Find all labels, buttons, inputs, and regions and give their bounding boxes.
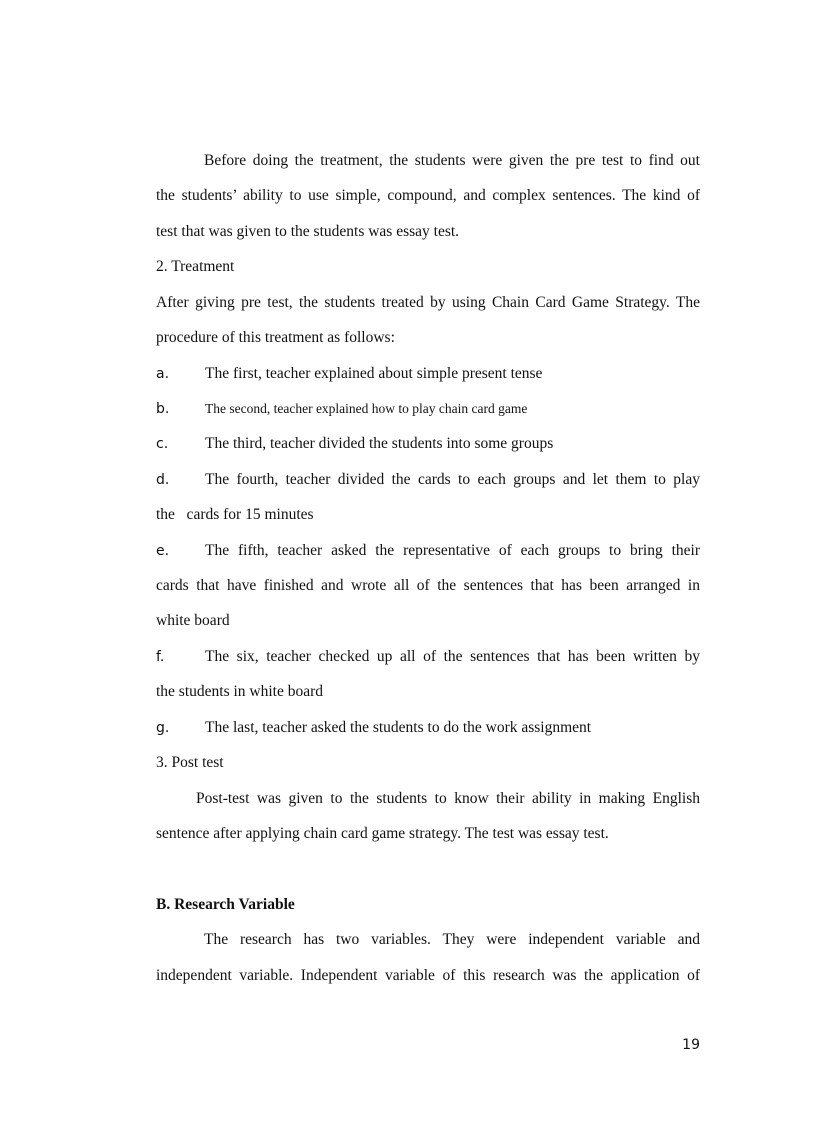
post-test-heading: 3. Post test [156,754,224,771]
list-item-text: The six, teacher checked up all of the sentences that has been written by [205,648,700,665]
list-item-a [156,365,700,383]
list-marker: g. [156,720,170,736]
list-item-text: The second, teacher explained how to play chain card game [205,401,528,416]
list-marker: d. [156,472,170,488]
intro-line-1: Before doing the treatment, the students were given the pre test to find out [204,152,700,169]
list-item-d [156,471,700,489]
post-test-line-1: Post-test was given to the students to know their ability in making English [196,790,700,807]
treatment-paragraph-line-2: procedure of this treatment as follows: [156,329,395,346]
list-item-e [156,542,700,560]
research-variable-line-1: The research has two variables. They were independent variable and [204,931,700,948]
list-marker: e. [156,543,170,559]
research-variable-line-2: independent variable. Independent variable of this research was the application of [156,967,700,984]
section-heading-research-variable: B. Research Variable [156,896,295,913]
list-item-text: The fourth, teacher divided the cards to each groups and let them to play [205,471,700,488]
list-item-g [156,719,700,737]
list-item-e-continuation-1: cards that have finished and wrote all of the sentences that has been arranged in [156,577,700,594]
treatment-paragraph-line-1: After giving pre test, the students treated by using Chain Card Game Strategy. The [156,294,700,311]
page-number: 19 [682,1037,700,1053]
list-item-text: The fifth, teacher asked the representative of each groups to bring their [205,542,700,559]
list-item-f [156,648,700,666]
list-item-text: The last, teacher asked the students to do the work assignment [205,719,592,736]
list-marker: b. [156,401,170,417]
list-item-d-continuation: the cards for 15 minutes [156,506,314,523]
post-test-line-2: sentence after applying chain card game strategy. The test was essay test. [156,825,609,842]
intro-line-3: test that was given to the students was essay test. [156,223,460,240]
list-item-f-continuation: the students in white board [156,683,324,700]
list-item-text: The third, teacher divided the students into some groups [205,435,554,452]
treatment-heading: 2. Treatment [156,258,235,275]
intro-line-2: the students’ ability to use simple, compound, and complex sentences. The kind of [156,187,700,204]
list-marker: c. [156,436,169,452]
list-marker: a. [156,366,170,382]
list-item-c [156,435,700,453]
list-item-e-continuation-2: white board [156,612,230,629]
list-marker: f. [156,649,165,665]
list-item-b [156,400,700,418]
list-item-text: The first, teacher explained about simple present tense [205,365,543,382]
